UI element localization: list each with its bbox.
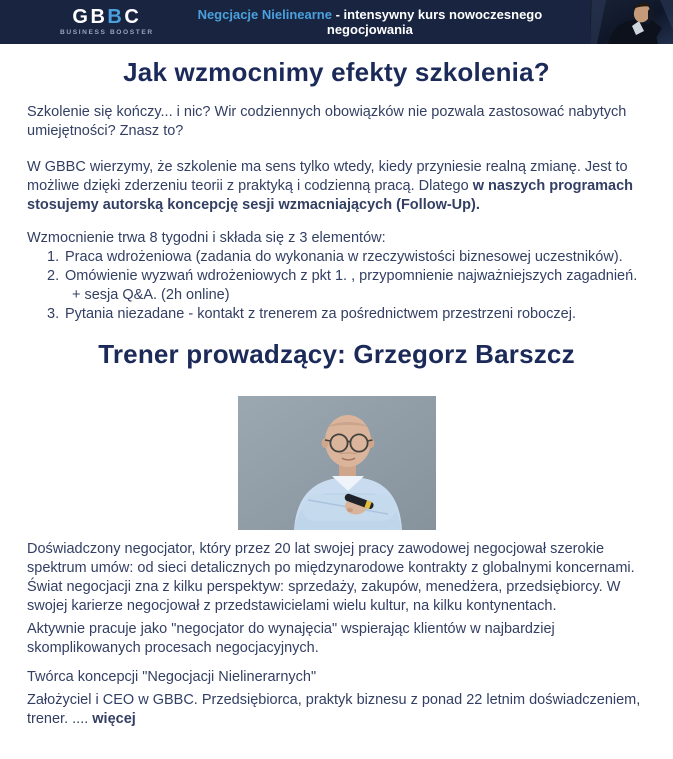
logo-text	[60, 7, 154, 27]
list-item-2-number: 2.	[47, 268, 60, 284]
list-item-1-text: Praca wdrożeniowa (zadania do wykonania w rzeczywistości biznesowej uczestników).	[65, 249, 623, 265]
paragraph-approach-normal: W GBBC wierzymy, że szkolenie ma sens tylko wtedy, kiedy przyniesie realną zmianę. Jest to możliwe dzięki zderzeniu teorii z praktyką i codzienną pracą. Dlatego	[27, 159, 628, 194]
header-bar	[0, 0, 673, 44]
list-item-2-text	[65, 267, 646, 305]
list-item-3-text: Pytania niezadane - kontakt z trenerem za pośrednictwem przestrzeni roboczej.	[65, 306, 576, 322]
course-title	[154, 7, 590, 37]
paragraph-approach-bold: w naszych programach stosujemy autorską koncepcję sesji wzmacniających (Follow-Up).	[27, 178, 634, 213]
trainer-bio-active: Aktywnie pracuje jako "negocjator do wynajęcia" wspierając klientów w najbardziej skomplikowanych procesach negocjacyjnych.	[27, 621, 555, 656]
more-link[interactable]: więcej	[92, 711, 136, 727]
logo-subtitle: BUSINESS BOOSTER	[60, 29, 154, 37]
trainer-portrait-illustration	[238, 396, 436, 530]
list-item-1-number: 1.	[47, 249, 60, 265]
list-item-3	[47, 305, 646, 324]
course-title-rest: - intensywny kurs nowoczesnego negocjowania	[326, 7, 543, 37]
trainer-bio-founder-text: Założyciel i CEO w GBBC. Przedsiębiorca, praktyk biznesu z ponad 22 letnim doświadczeniem, trener. ....	[27, 692, 641, 727]
section2-heading: Trener prowadzący: Grzegorz Barszcz	[98, 339, 575, 369]
course-title-highlight: Negcjacje Nielinearne	[197, 7, 332, 22]
logo-letters-white1: GB	[72, 6, 108, 29]
list-item-2	[47, 267, 646, 305]
list-item-2-line2: + sesja Q&A. (2h online)	[72, 287, 230, 303]
followup-elements-list	[47, 248, 646, 324]
paragraph-hook: Szkolenie się kończy... i nic? Wir codziennych obowiązków nie pozwala zastosować nabytych umiejętności? Znasz to?	[27, 104, 627, 139]
section1-heading: Jak wzmocnimy efekty szkolenia?	[123, 57, 550, 87]
paragraph-approach	[27, 158, 646, 215]
list-item-1	[47, 248, 646, 267]
list-intro: Wzmocnienie trwa 8 tygodni i składa się z 3 elementów:	[27, 230, 386, 246]
header-photo-illustration	[590, 0, 673, 44]
list-item-3-number: 3.	[47, 306, 60, 322]
page-content	[0, 56, 673, 729]
list-item-2-line1: Omówienie wyzwań wdrożeniowych z pkt 1. , przypomnienie najważniejszych zagadnień.	[65, 268, 638, 284]
logo-letter-blue: B	[107, 6, 125, 29]
logo-letters-white2: C	[124, 6, 142, 29]
gbbc-logo	[60, 7, 154, 37]
trainer-bio-founder	[27, 691, 646, 729]
trainer-photo	[238, 396, 436, 530]
header-photo-man-on-phone	[590, 0, 673, 44]
trainer-bio-concept: Twórca koncepcji "Negocjacji Nielinerarnych"	[27, 669, 317, 685]
trainer-bio-experience: Doświadczony negocjator, który przez 20 lat swojej pracy zawodowej negocjował szerokie spektrum umów: od sieci detalicznych po międzynarodowe kontrakty z globalnymi koncernami. Świat negocjacji zna z kilku perspektyw: sprzedaży, zakupów, menedżera, przedsiębiorcy. W swojej karierze negocjował z przedstawicielami wielu kultur, na kilku kontynentach.	[27, 541, 635, 614]
